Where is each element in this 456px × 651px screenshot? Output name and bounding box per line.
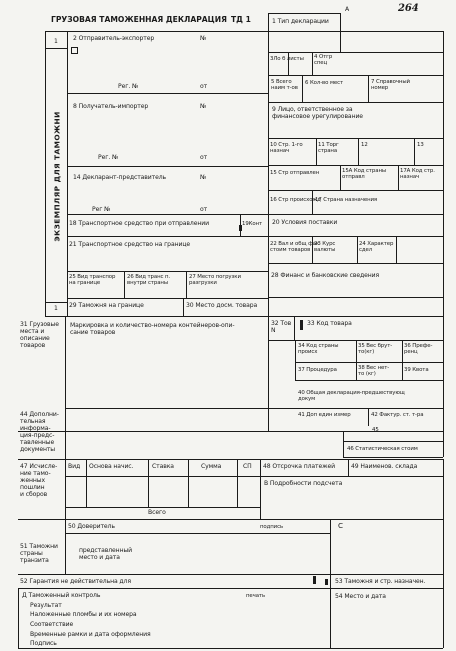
field-d-stamp: печать [246,593,266,599]
field-14-number: № [200,174,207,181]
handwritten-number: 264 [398,3,419,14]
field-14-from: от [200,206,208,213]
field-26-inland-transport[interactable]: 26 Вид транс п. внутри страны [127,274,171,286]
field-2-from: от [200,83,208,90]
field-54-place-date[interactable]: 54 Место и дата [335,593,386,600]
field-b-calculation-details[interactable]: В Подробности подсчета [264,480,343,487]
ink-mark [313,576,316,584]
copy-number-bottom: 1 [54,305,58,312]
field-47-col-rate: Ставка [152,463,174,470]
field-45[interactable]: 45 [372,427,379,433]
field-18-transport-departure[interactable]: 18 Транспортное средство при отправлении [69,220,209,227]
field-25-transport-mode[interactable]: 25 Вид транспор на границе [69,274,116,286]
form-title: ГРУЗОВАЯ ТАМОЖЕННАЯ ДЕКЛАРАЦИЯ [51,15,227,24]
field-50-signature: подпись [260,524,284,530]
field-11-trade-country[interactable]: 11 Торг страна [318,142,339,154]
field-24-transaction[interactable]: 24 Характер сдел [359,241,394,253]
field-8-number: № [200,103,207,110]
field-42-invoice-value[interactable]: 42 Фактур. ст. т-ра [371,412,424,418]
field-c-office-departure[interactable]: С [338,521,343,530]
field-30-inspection-place[interactable]: 30 Место досм. товара [186,302,258,309]
field-50-principal[interactable]: 50 Доверитель [68,523,115,530]
field-49-warehouse[interactable]: 49 Наименов. склада [351,463,418,470]
field-51-transit-offices: 51 Таможни страны транзита [20,543,58,564]
field-8-consignee[interactable]: 8 Получатель-импортер [73,103,149,110]
field-4-specs[interactable]: 4 Отгр спец [314,54,333,66]
field-13[interactable]: 13 [417,142,424,148]
form-code: ТД 1 [231,15,251,24]
field-20-delivery-terms[interactable]: 20 Условия поставки [272,219,338,226]
field-2-sender[interactable]: 2 Отправитель-экспортер [73,35,155,42]
field-5-total-items[interactable]: 5 Всего наим т-ов [271,79,298,91]
field-10-first-destination[interactable]: 10 Стр. 1-го назнач [270,142,303,154]
field-d-seals: Наложенные пломбы и их номера [30,611,137,618]
field-17a-destination-code[interactable]: 17А Код стр. назнач [400,168,435,180]
field-37-procedure[interactable]: 37 Процедура [298,367,337,373]
field-2-reg: Рег. № [118,83,139,90]
field-31-marking[interactable]: Маркировка и количество-номера контейнеров-опи- сание товаров [70,322,235,336]
checkbox[interactable] [71,47,78,54]
copy-label-vertical: ЭКЗЕМПЛЯР ДЛЯ ТАМОЖНИ [52,110,62,242]
field-47-duties-label: 47 Исчисле- ние тамо- женных пошлин и сборов [20,463,58,498]
ink-mark [300,320,303,330]
field-52-guarantee[interactable]: 52 Гарантия не действительна для [20,578,131,585]
field-3-sheets[interactable]: 3Ло б листы [270,56,304,62]
field-22-currency-total[interactable]: 22 Вал и общ фак стоим товаров [270,241,319,253]
field-29-border-office[interactable]: 29 Таможня на границе [69,302,144,309]
field-23-exchange-rate[interactable]: 23 Курс валюты [314,241,336,253]
field-44-additional-info: 44 Дополни- тельная информа- ция-предс- тавленные документы [20,411,59,453]
field-53-destination-office[interactable]: 53 Таможня и стр. назначен. [335,578,426,585]
field-33-commodity-code[interactable]: 33 Код товара [307,320,352,327]
field-15-dispatch-country[interactable]: 15 Стр отправлен [270,170,320,176]
field-9-financial-person[interactable]: 9 Лицо, ответственное за финансовое урегулирование [272,106,363,120]
field-d-result: Результат [30,602,62,609]
field-28-banking[interactable]: 28 Финанс и банковские сведения [271,272,380,279]
field-34-origin-code[interactable]: 34 Код страны происх [298,343,339,355]
field-14-reg: Рег № [92,206,111,213]
field-38-net-weight[interactable]: 38 Вес нет- то (кг) [358,365,390,377]
field-d-time-limits: Временные рамки и дата оформления [30,631,151,638]
copy-number-top: 1 [54,38,58,45]
field-8-from: от [200,154,208,161]
field-17-destination-country[interactable]: 17 Страна назначения [315,197,378,203]
field-48-deferred-payment[interactable]: 48 Отсрочка платежей [263,463,336,470]
field-32-item-number[interactable]: 32 Тов N [271,320,292,334]
field-47-col-type: Вид [68,463,81,470]
field-40-summary-declaration[interactable]: 40 Общая декларация-предшествующ докум [298,390,405,402]
field-6-packages[interactable]: 6 Кол-во мест [305,80,344,86]
field-27-loading-place[interactable]: 27 Место погрузки разгрузки [189,274,241,286]
field-47-total: Всего [148,509,166,516]
field-47-col-payment-method: СП [243,463,252,470]
ink-mark [325,579,328,585]
field-12[interactable]: 12 [361,142,368,148]
field-47-col-base: Основа начис. [89,463,134,470]
field-39-quota[interactable]: 39 Квота [404,367,429,373]
field-d-signature: Подпись [30,640,57,647]
field-14-declarant[interactable]: 14 Декларант-представитель [73,174,167,181]
field-31-label: 31 Грузовые места и описание товаров [20,321,59,349]
field-36-preference[interactable]: 36 Префе- ренц [404,343,433,355]
field-8-reg: Рег. № [98,154,119,161]
field-1-declaration-type[interactable]: 1 Тип декларации [272,18,329,25]
field-2-number: № [200,35,207,42]
field-19-container[interactable]: 19Конт [242,221,263,227]
field-7-reference[interactable]: 7 Справочный номер [371,79,410,91]
field-35-gross-weight[interactable]: 35 Вес брут- то(кг) [358,343,393,355]
field-46-statistical-value[interactable]: 46 Статистическая стоим [347,446,418,452]
field-47-col-amount: Сумма [201,463,222,470]
field-d-conformity: Соответствие [30,621,74,628]
field-51-represented[interactable]: представленный место и дата [79,547,133,561]
box-a-label: А [345,6,350,13]
field-41-supplementary-units[interactable]: 41 Доп един измер [298,412,351,418]
field-16-origin-country[interactable]: 16 Стр происхожд [270,197,321,203]
field-d-customs-control[interactable]: Д Таможенный контроль [22,592,101,599]
field-15a-dispatch-code[interactable]: 15А Код страны отправл [342,168,387,180]
field-21-transport-border[interactable]: 21 Транспортное средство на границе [69,241,191,248]
